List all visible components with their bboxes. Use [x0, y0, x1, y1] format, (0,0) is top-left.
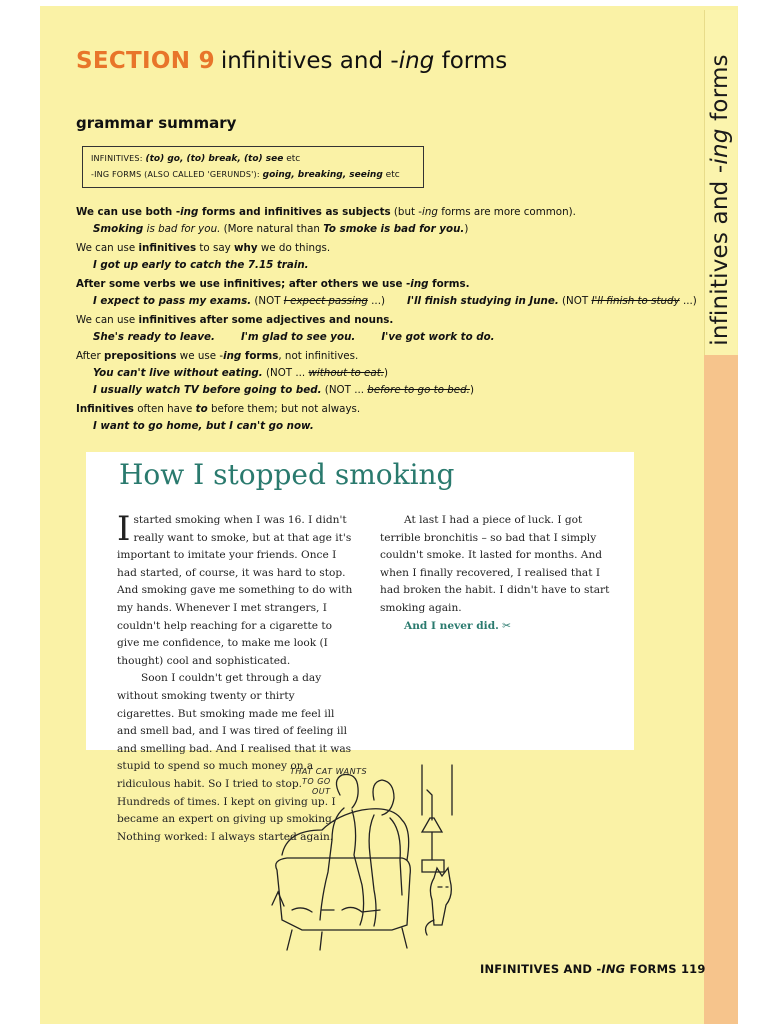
rule-purpose: We can use infinitives to say why we do things. — [76, 242, 331, 254]
article-paragraph-1: Istarted smoking when I was 16. I didn't really want to smoke, but at that age it's important to imitate your friends. Once I had started, of course, it was hard to stop. And smoking gave me something to do with my hands. Whenever I met strangers, I couldn't help reaching for a cigarette to give me confidence, to make me look (I thought) cool and sophisticated. — [117, 509, 353, 667]
drop-cap: I — [117, 509, 131, 549]
box-line-ing-forms: -ING FORMS (ALSO CALLED 'GERUNDS'): going, breaking, seeing etc — [91, 170, 400, 180]
rule-verbs-example: I expect to pass my exams. (NOT I expect passing ...) I'll finish studying in June. (NOT I'll finish to study ...) — [93, 295, 697, 307]
rule-prepositions: After prepositions we use -ing forms, not infinitives. — [76, 350, 359, 362]
article-paragraph-2: Soon I couldn't get through a day without smoking twenty or thirty cigarettes. But smoking made me feel ill and smell bad, and I was tired of feeling ill and smelling bad. And I realised that it was stupid to spend so much money on a ridiculous habit. So I tried to stop. Hundreds of times. I kept on giving up. I became an expert on giving up smoking. Nothing worked: I always started again. — [117, 672, 352, 843]
rule-adjectives: We can use infinitives after some adjectives and nouns. — [76, 314, 394, 326]
rule-subjects-example: Smoking is bad for you. (More natural than To smoke is bad for you.) — [93, 223, 469, 235]
rule-prepositions-example-1: You can't live without eating. (NOT ... without to eat.) — [93, 367, 389, 379]
page-number: 119 — [680, 962, 706, 976]
rule-adjectives-example: She's ready to leave. I'm glad to see you. I've got work to do. — [93, 331, 495, 343]
rule-to-example: I want to go home, but I can't go now. — [93, 420, 314, 432]
article-title: How I stopped smoking — [119, 458, 455, 491]
section-title: SECTION 9 infinitives and -ing forms — [76, 48, 508, 74]
rule-prepositions-example-2: I usually watch TV before going to bed. (NOT ... before to go to bed.) — [93, 384, 474, 396]
rule-to: Infinitives often have to before them; but not always. — [76, 403, 361, 415]
article-column-2 — [380, 512, 616, 635]
grammar-rules — [76, 204, 696, 435]
grammar-summary-heading: grammar summary — [76, 114, 237, 132]
side-tab-label: infinitives and -ing forms — [707, 54, 733, 346]
article-closing-line: And I never did. — [404, 619, 499, 632]
article-paragraph-3: At last I had a piece of luck. I got terrible bronchitis – so bad that I simply couldn't smoke. It lasted for months. And when I finally recovered, I realised that I had broken the habit. I didn't have to start smoking again. — [380, 514, 610, 614]
cartoon-caption: THAT CAT WANTS TO GO OUT — [290, 767, 368, 796]
side-color-strip — [704, 355, 738, 1024]
rule-purpose-example: I got up early to catch the 7.15 train. — [93, 259, 309, 271]
forms-definition-box — [82, 146, 424, 188]
rule-verbs: After some verbs we use infinitives; after others we use -ing forms. — [76, 278, 470, 290]
section-number: SECTION 9 — [76, 48, 215, 74]
rule-subjects: We can use both -ing forms and infinitives as subjects (but -ing forms are more common). — [76, 206, 576, 218]
end-mark-icon: ✂ — [502, 619, 512, 632]
box-line-infinitives: INFINITIVES: (to) go, (to) break, (to) see etc — [91, 154, 301, 164]
page-footer: INFINITIVES AND -ING FORMS 119 — [480, 962, 706, 976]
